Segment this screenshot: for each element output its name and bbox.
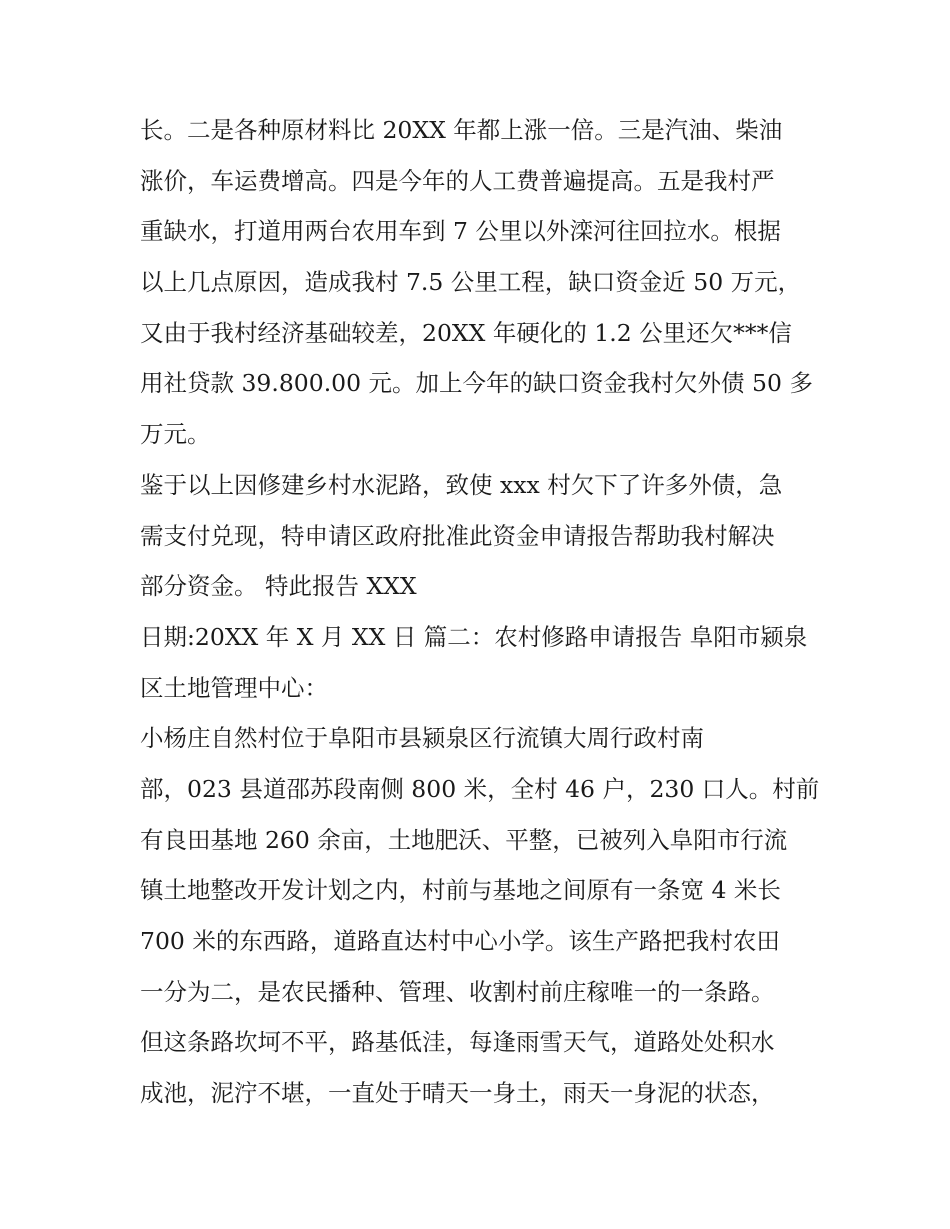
text-line: 万元。 (140, 420, 211, 449)
text-line: 成池，泥泞不堪，一直处于晴天一身土，雨天一身泥的状态， (140, 1079, 775, 1108)
text-line: 一分为二，是农民播种、管理、收割村前庄稼唯一的一条路。 (140, 977, 775, 1006)
text-line: 镇土地整改开发计划之内，村前与基地之间原有一条宽 4 米长 (140, 876, 781, 905)
text-line: 小杨庄自然村位于阜阳市县颍泉区行流镇大周行政村南 (140, 724, 704, 753)
text-line: 部，023 县道邵苏段南侧 800 米，全村 46 户，230 口人。村前 (140, 774, 820, 803)
text-line: 需支付兑现，特申请区政府批准此资金申请报告帮助我村解决 (140, 521, 775, 550)
text-line: 用社贷款 39.800.00 元。加上今年的缺口资金我村欠外债 50 多 (140, 369, 813, 398)
text-line: 但这条路坎坷不平，路基低洼，每逢雨雪天气，道路处处积水 (140, 1028, 775, 1057)
text-line: 涨价，车运费增高。四是今年的人工费普遍提高。五是我村严 (140, 166, 775, 195)
text-line: 区土地管理中心： (140, 673, 328, 702)
document-body (140, 105, 830, 1119)
text-line: 部分资金。 特此报告 XXX (140, 572, 417, 601)
text-line: 鉴于以上因修建乡村水泥路，致使 xxx 村欠下了许多外债，急 (140, 470, 783, 499)
text-line: 以上几点原因，造成我村 7.5 公里工程，缺口资金近 50 万元， (140, 268, 802, 297)
text-line: 日期:20XX 年 X 月 XX 日 篇二：农村修路申请报告 阜阳市颍泉 (140, 622, 808, 651)
text-line: 700 米的东西路，道路直达村中心小学。该生产路把我村农田 (140, 927, 780, 955)
text-line: 有良田基地 260 余亩，土地肥沃、平整，已被列入阜阳市行流 (140, 825, 788, 854)
text-line: 又由于我村经济基础较差，20XX 年硬化的 1.2 公里还欠***信 (140, 318, 792, 347)
text-line: 重缺水，打道用两台农用车到 7 公里以外滦河往回拉水。根据 (140, 217, 781, 246)
text-line: 长。二是各种原材料比 20XX 年都上涨一倍。三是汽油、柴油 (140, 116, 783, 144)
